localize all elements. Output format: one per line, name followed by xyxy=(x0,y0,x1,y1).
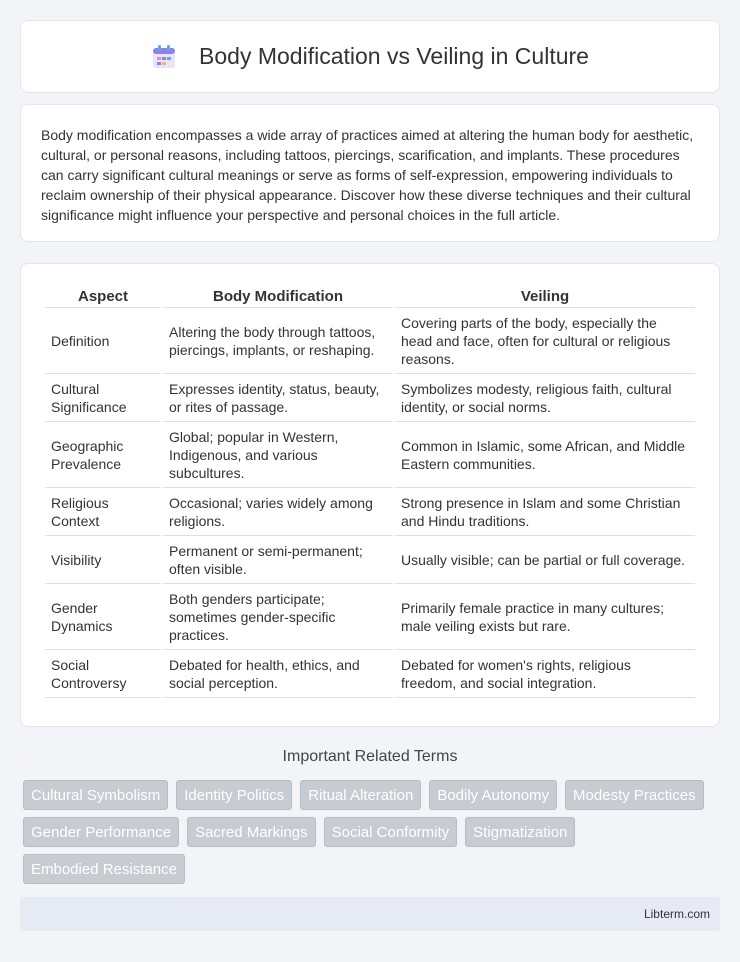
tag-link[interactable]: Modesty Practices xyxy=(565,780,704,810)
comparison-card xyxy=(20,263,720,727)
row-veiling: Covering parts of the body, especially the head and face, often for cultural or religious reasons. xyxy=(395,308,695,374)
intro-card xyxy=(20,104,720,242)
table-row xyxy=(45,422,695,488)
table-row xyxy=(45,308,695,374)
table-row xyxy=(45,374,695,422)
row-aspect: Visibility xyxy=(45,536,161,584)
tag-link[interactable]: Sacred Markings xyxy=(187,817,316,847)
tag-link[interactable]: Identity Politics xyxy=(176,780,292,810)
header-body-modification: Body Modification xyxy=(163,284,393,308)
page-title: Body Modification vs Veiling in Culture xyxy=(199,43,589,69)
row-aspect: Social Controversy xyxy=(45,650,161,698)
header-card xyxy=(20,20,720,93)
row-body-modification: Global; popular in Western, Indigenous, and various subcultures. xyxy=(163,422,393,488)
tag-link[interactable]: Social Conformity xyxy=(324,817,458,847)
table-header-row xyxy=(45,284,695,308)
footer-brand-link[interactable]: Libterm.com xyxy=(643,907,710,921)
row-body-modification: Altering the body through tattoos, piercings, implants, or reshaping. xyxy=(163,308,393,374)
intro-text: Body modification encompasses a wide array of practices aimed at altering the human body for aesthetic, cultural, or personal reasons, including tattoos, piercings, scarification, and implants. These procedures can carry significant cultural meanings or serve as forms of self-expression, empowering individuals to reclaim ownership of their physical appearance. Discover how these diverse techniques and their cultural significance might influence your perspective and personal choices in the full article. xyxy=(41,127,694,223)
related-terms-title: Important Related Terms xyxy=(282,748,458,765)
row-aspect: Definition xyxy=(45,308,161,374)
row-veiling: Primarily female practice in many cultures; male veiling exists but rare. xyxy=(395,584,695,650)
related-terms-section xyxy=(20,748,720,891)
table-row xyxy=(45,584,695,650)
tag-link[interactable]: Gender Performance xyxy=(23,817,179,847)
row-veiling: Strong presence in Islam and some Christian and Hindu traditions. xyxy=(395,488,695,536)
row-aspect: Religious Context xyxy=(45,488,161,536)
table-row xyxy=(45,536,695,584)
row-veiling: Debated for women's rights, religious freedom, and social integration. xyxy=(395,650,695,698)
row-body-modification: Occasional; varies widely among religions. xyxy=(163,488,393,536)
related-tags xyxy=(20,780,720,891)
row-aspect: Cultural Significance xyxy=(45,374,161,422)
tag-link[interactable]: Embodied Resistance xyxy=(23,854,185,884)
row-aspect: Gender Dynamics xyxy=(45,584,161,650)
tag-link[interactable]: Ritual Alteration xyxy=(300,780,421,810)
tag-link[interactable]: Bodily Autonomy xyxy=(429,780,557,810)
row-veiling: Symbolizes modesty, religious faith, cultural identity, or social norms. xyxy=(395,374,695,422)
header-aspect: Aspect xyxy=(45,284,161,308)
comparison-table xyxy=(43,284,697,698)
tag-link[interactable]: Cultural Symbolism xyxy=(23,780,168,810)
calendar-icon xyxy=(151,44,177,70)
row-aspect: Geographic Prevalence xyxy=(45,422,161,488)
table-row xyxy=(45,488,695,536)
row-body-modification: Permanent or semi-permanent; often visible. xyxy=(163,536,393,584)
table-row xyxy=(45,650,695,698)
row-body-modification: Expresses identity, status, beauty, or rites of passage. xyxy=(163,374,393,422)
tag-link[interactable]: Stigmatization xyxy=(465,817,575,847)
row-body-modification: Both genders participate; sometimes gender-specific practices. xyxy=(163,584,393,650)
row-veiling: Common in Islamic, some African, and Middle Eastern communities. xyxy=(395,422,695,488)
header-veiling: Veiling xyxy=(395,284,695,308)
footer xyxy=(20,897,720,931)
row-body-modification: Debated for health, ethics, and social perception. xyxy=(163,650,393,698)
row-veiling: Usually visible; can be partial or full coverage. xyxy=(395,536,695,584)
